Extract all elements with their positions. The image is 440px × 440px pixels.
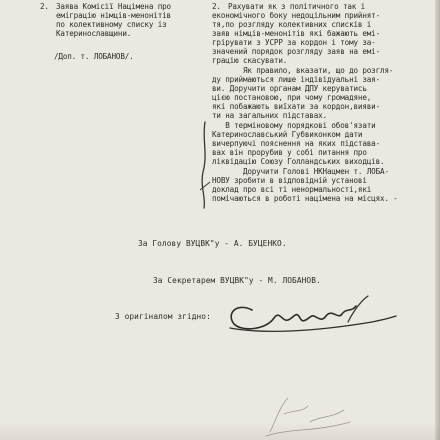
right-text-line: грірувати з УСРР за кордон і тому за- [212, 38, 376, 47]
right-text-line: тя,по розгляду колективних списків і [212, 20, 372, 29]
right-text-line: ви. Доручити органам ДПУ керуватись [212, 84, 367, 93]
left-text-line: по колективному списку із [56, 20, 167, 29]
right-text-line: заяв німців-менонітів які бажають емі- [212, 29, 381, 38]
page-edge-shadow [435, 0, 440, 440]
right-text-line: значений порядок розгляду заяв на емі- [212, 47, 381, 56]
right-text-line: НОВУ зробити в відповідній установі [212, 176, 367, 185]
left-text-line: еміграцію німців-менонітів [56, 11, 171, 20]
right-text-line: Доручити Голові НКНацмен т. ЛОБА- [212, 167, 389, 176]
secretary-signature-line: За Секретарем ВУЦВК"у - М. ЛОБАНОВ. [153, 276, 321, 285]
right-text-line: доклад про всі ті ненормальності,які [212, 185, 372, 194]
item-number-left: 2. [40, 2, 49, 11]
right-text-line: цією постановою, при чому громадяне, [212, 93, 372, 102]
right-text-line: вах він прорубив у собі питання про [212, 148, 367, 157]
page-bottom-shade [0, 422, 440, 440]
right-text-line: грацію скасувати. [212, 56, 288, 65]
reporter-note: /Доп. т. ЛОБАНОВ/. [54, 52, 134, 61]
right-text-line: ти на загальних підставах. [212, 111, 327, 120]
left-text-line: Катеринославщини. [56, 29, 132, 38]
margin-handwritten-mark [196, 120, 214, 210]
right-text-line: Як правило, вказати, що до розгля- [212, 66, 394, 75]
right-text-line: ліквідацію Союзу Голландських виходців. [212, 157, 385, 166]
right-text-line: Катеринославський Губвиконком дати [212, 130, 363, 139]
right-text-line: Рахувати як з політичного так і [228, 2, 366, 11]
item-number-right: 2. [212, 2, 221, 11]
right-text-line: вичерпуючі пояснення на яких підстава- [212, 139, 381, 148]
left-text-line: Заява Комісії Націмена про [56, 2, 171, 11]
right-text-line: В терміновому порядкові обов'язати [212, 121, 376, 130]
certified-copy-line: З оригіналом згідно: [115, 312, 211, 321]
right-text-line: помічаються в роботі націмена на місцях. - [212, 194, 398, 203]
right-text-line: які побажають виїхати за кордон,вияви- [212, 102, 381, 111]
right-text-line: ду приймаються лише індівідуальні зая- [212, 75, 381, 84]
handwritten-signature [222, 292, 402, 338]
chair-signature-line: За Голову ВУЦВК"у - А. БУЦЕНКО. [138, 239, 287, 248]
right-text-line: економічного боку недоцільним прийнят- [212, 11, 381, 20]
